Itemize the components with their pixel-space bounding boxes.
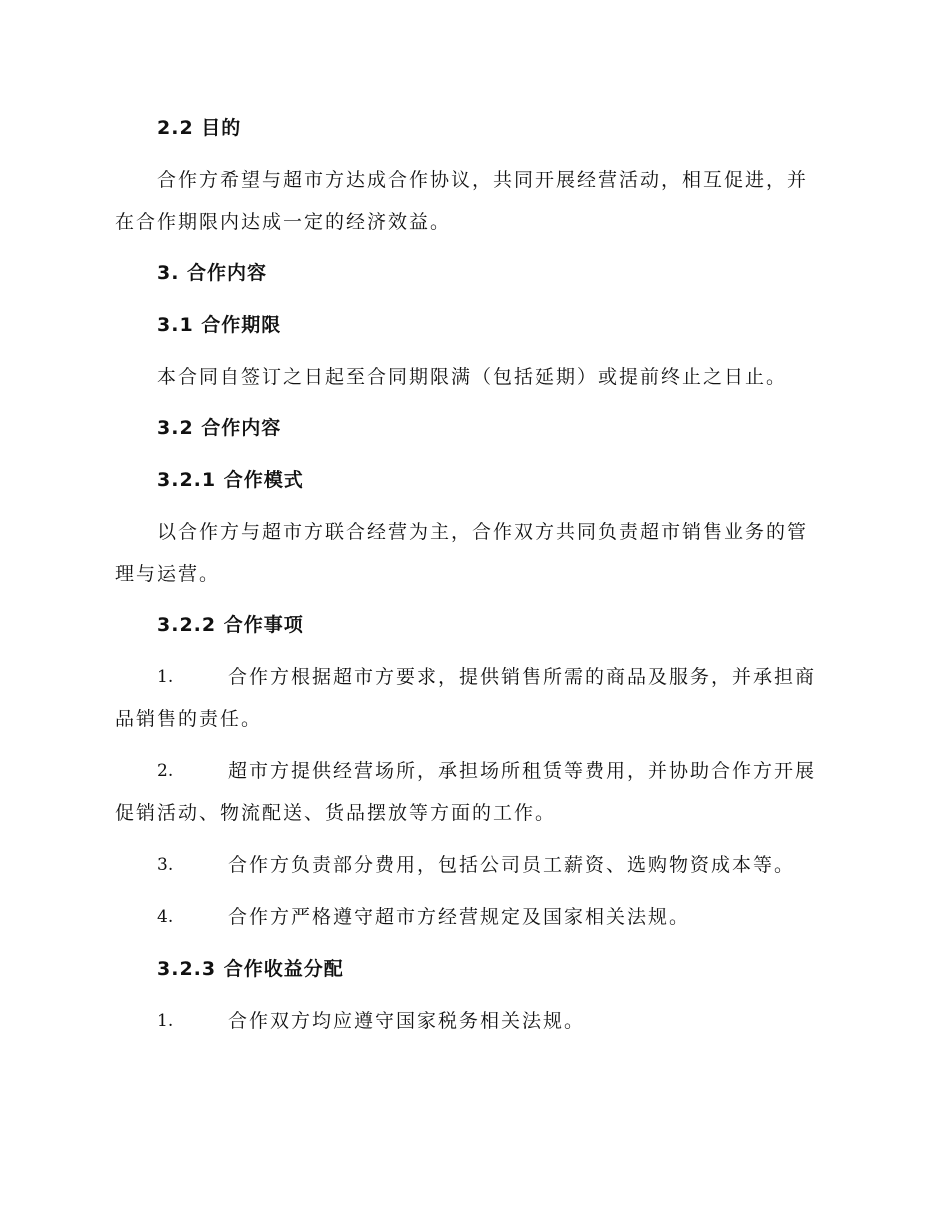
list-item-text: 超市方提供经营场所，承担场所租赁等费用，并协助合作方开展 bbox=[228, 760, 817, 782]
paragraph-line: 本合同自签订之日起至合同期限满（包括延期）或提前终止之日止。 bbox=[157, 366, 788, 388]
list-item-text: 合作方严格遵守超市方经营规定及国家相关法规。 bbox=[228, 906, 691, 928]
list-item-number: 2. bbox=[157, 761, 174, 781]
heading-3-2-2: 3.2.2 合作事项 bbox=[157, 614, 304, 636]
paragraph-line: 以合作方与超市方联合经营为主，合作双方共同负责超市销售业务的管 bbox=[157, 521, 809, 543]
heading-2-2: 2.2 目的 bbox=[157, 117, 242, 139]
heading-3-1: 3.1 合作期限 bbox=[157, 314, 282, 336]
list-item-number: 1. bbox=[157, 667, 174, 687]
paragraph-line: 合作方希望与超市方达成合作协议，共同开展经营活动，相互促进，并 bbox=[157, 169, 809, 191]
heading-3-2-1: 3.2.1 合作模式 bbox=[157, 469, 304, 491]
list-item-text: 品销售的责任。 bbox=[115, 708, 263, 730]
list-item-text: 合作方根据超市方要求，提供销售所需的商品及服务，并承担商 bbox=[228, 666, 817, 688]
paragraph-line: 在合作期限内达成一定的经济效益。 bbox=[115, 211, 452, 233]
list-item-number: 4. bbox=[157, 907, 174, 927]
list-item-text: 合作双方均应遵守国家税务相关法规。 bbox=[228, 1010, 586, 1032]
list-item-text: 合作方负责部分费用，包括公司员工薪资、选购物资成本等。 bbox=[228, 854, 796, 876]
heading-3-2-3: 3.2.3 合作收益分配 bbox=[157, 958, 344, 980]
heading-3: 3. 合作内容 bbox=[157, 262, 268, 284]
paragraph-line: 理与运营。 bbox=[115, 563, 221, 585]
list-item-text: 促销活动、物流配送、货品摆放等方面的工作。 bbox=[115, 802, 557, 824]
list-item-number: 3. bbox=[157, 855, 174, 875]
heading-3-2: 3.2 合作内容 bbox=[157, 417, 282, 439]
list-item-number: 1. bbox=[157, 1011, 174, 1031]
